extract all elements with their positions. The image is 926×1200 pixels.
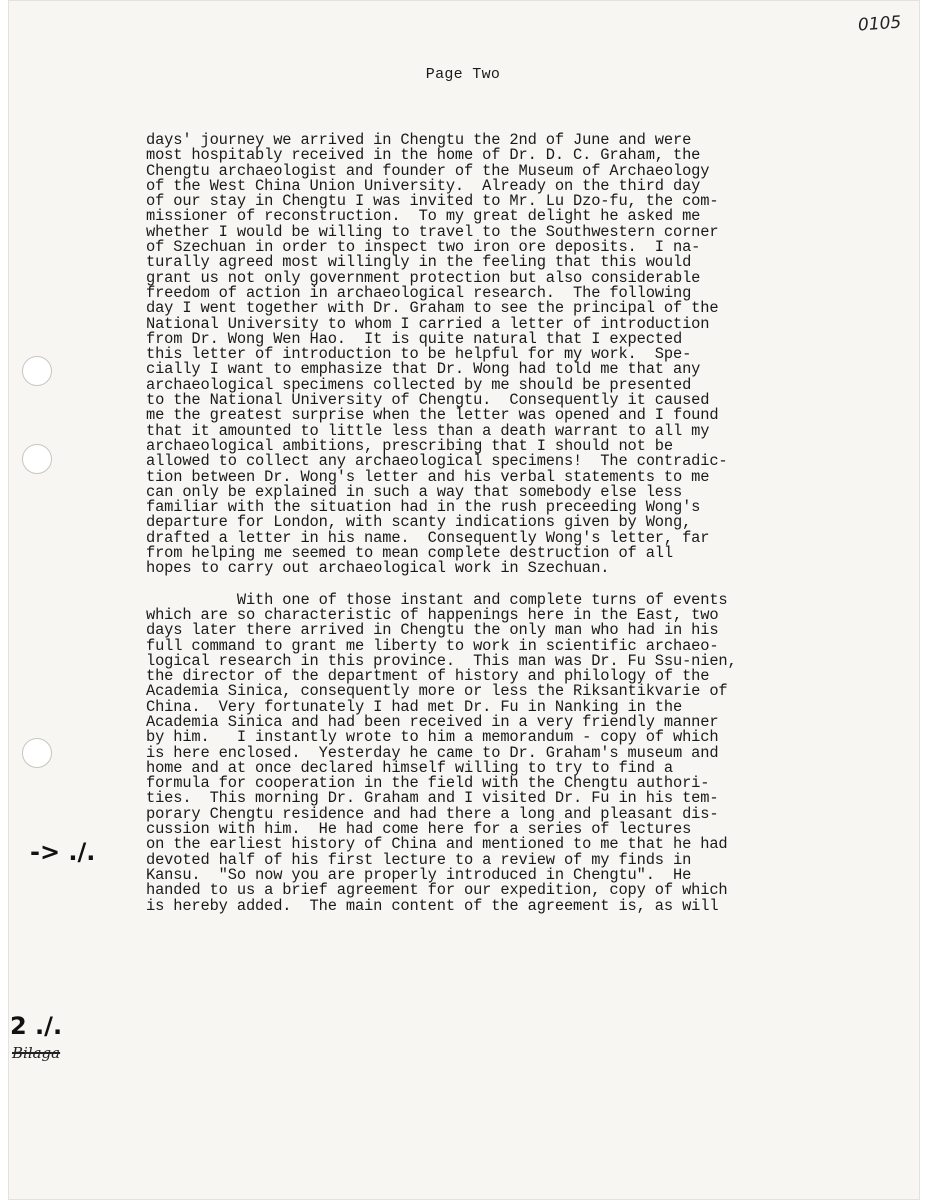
text-line: by him. I instantly wrote to him a memorandum - copy of which — [146, 728, 719, 747]
punch-hole — [22, 444, 52, 474]
text-line: porary Chengtu residence and had there a long and pleasant dis- — [146, 804, 719, 823]
text-line: of the West China Union University. Already on the third day — [146, 176, 701, 195]
text-line: days' journey we arrived in Chengtu the 2nd of June and were — [146, 131, 692, 149]
text-line: is hereby added. The main content of the agreement is, as will — [146, 896, 719, 915]
text-line: on the earliest history of China and mentioned to me that he had — [146, 835, 728, 854]
scan-edge — [921, 0, 926, 1200]
punch-hole — [22, 738, 52, 768]
text-line: day I went together with Dr. Graham to see the principal of the — [146, 299, 719, 318]
text-line: full command to grant me liberty to work in scientific archaeo- — [146, 636, 719, 655]
text-line: days later there arrived in Chengtu the only man who had in his — [146, 621, 719, 640]
margin-annotation: 2 ./. — [10, 1012, 63, 1040]
text-line: familiar with the situation had in the rush preceeding Wong's — [146, 498, 701, 517]
text-line: Chengtu archaeologist and founder of the Museum of Archaeology — [146, 161, 710, 180]
text-line: Kansu. "So now you are properly introduced in Chengtu". He — [146, 865, 692, 884]
paragraph-1 — [146, 133, 737, 577]
punch-hole — [22, 356, 52, 386]
text-line: drafted a letter in his name. Consequently Wong's letter, far — [146, 528, 710, 547]
margin-annotation: -> ./. — [30, 838, 96, 866]
text-line: this letter of introduction to be helpful for my work. Spe- — [146, 345, 692, 364]
text-line: me the greatest surprise when the letter was opened and I found — [146, 406, 719, 425]
text-line: from Dr. Wong Wen Hao. It is quite natural that I expected — [146, 329, 683, 348]
text-line: National University to whom I carried a letter of introduction — [146, 314, 710, 333]
text-line: of Szechuan in order to inspect two iron ore deposits. I na- — [146, 238, 701, 257]
text-line: tion between Dr. Wong's letter and his verbal statements to me — [146, 467, 710, 486]
text-line: cussion with him. He had come here for a series of lectures — [146, 820, 692, 839]
text-line: grant us not only government protection but also considerable — [146, 268, 701, 287]
text-line: departure for London, with scanty indications given by Wong, — [146, 513, 692, 532]
text-line: which are so characteristic of happenings here in the East, two — [146, 605, 719, 624]
text-line: cially I want to emphasize that Dr. Wong had told me that any — [146, 360, 701, 379]
text-line: formula for cooperation in the field with the Chengtu authori- — [146, 774, 710, 793]
text-line: logical research in this province. This man was Dr. Fu Ssu-nien, — [146, 651, 737, 670]
page-title: Page Two — [425, 66, 501, 83]
letter-body — [146, 133, 737, 914]
text-line: of our stay in Chengtu I was invited to Mr. Lu Dzo-fu, the com- — [146, 192, 719, 211]
text-line: China. Very fortunately I had met Dr. Fu in Nanking in the — [146, 697, 683, 716]
text-line: archaeological ambitions, prescribing that I should not be — [146, 436, 673, 455]
text-line: archaeological specimens collected by me should be presented — [146, 375, 692, 394]
text-line: handed to us a brief agreement for our expedition, copy of which — [146, 881, 728, 900]
text-line: to the National University of Chengtu. Consequently it caused — [146, 391, 710, 410]
struck-through-annotation: Bilaga — [12, 1044, 61, 1062]
text-line: With one of those instant and complete turns of events — [146, 590, 728, 609]
text-line: freedom of action in archaeological research. The following — [146, 283, 692, 302]
text-line: ties. This morning Dr. Graham and I visited Dr. Fu in his tem- — [146, 789, 719, 808]
text-line: Academia Sinica and had been received in a very friendly manner — [146, 712, 719, 731]
text-line: devoted half of his first lecture to a review of my finds in — [146, 850, 692, 869]
text-line: missioner of reconstruction. To my great delight he asked me — [146, 207, 701, 226]
text-line: allowed to collect any archaeological specimens! The contradic- — [146, 452, 728, 471]
text-line: hopes to carry out archaeological work in Szechuan. — [146, 559, 610, 578]
text-line: whether I would be willing to travel to the Southwestern corner — [146, 222, 719, 241]
text-line: Academia Sinica, consequently more or less the Riksantikvarie of — [146, 682, 728, 701]
text-line: most hospitably received in the home of Dr. D. C. Graham, the — [146, 146, 701, 165]
paragraph-2 — [146, 590, 737, 915]
text-line: is here enclosed. Yesterday he came to Dr. Graham's museum and — [146, 743, 719, 762]
text-line: turally agreed most willingly in the feeling that this would — [146, 253, 692, 272]
handwritten-page-number: 0105 — [857, 12, 902, 36]
text-line: the director of the department of history and philology of the — [146, 667, 710, 686]
text-line: can only be explained in such a way that somebody else less — [146, 482, 683, 501]
text-line: from helping me seemed to mean complete destruction of all — [146, 544, 673, 563]
text-line: home and at once declared himself willing to try to find a — [146, 758, 673, 777]
text-line: that it amounted to little less than a death warrant to all my — [146, 421, 710, 440]
